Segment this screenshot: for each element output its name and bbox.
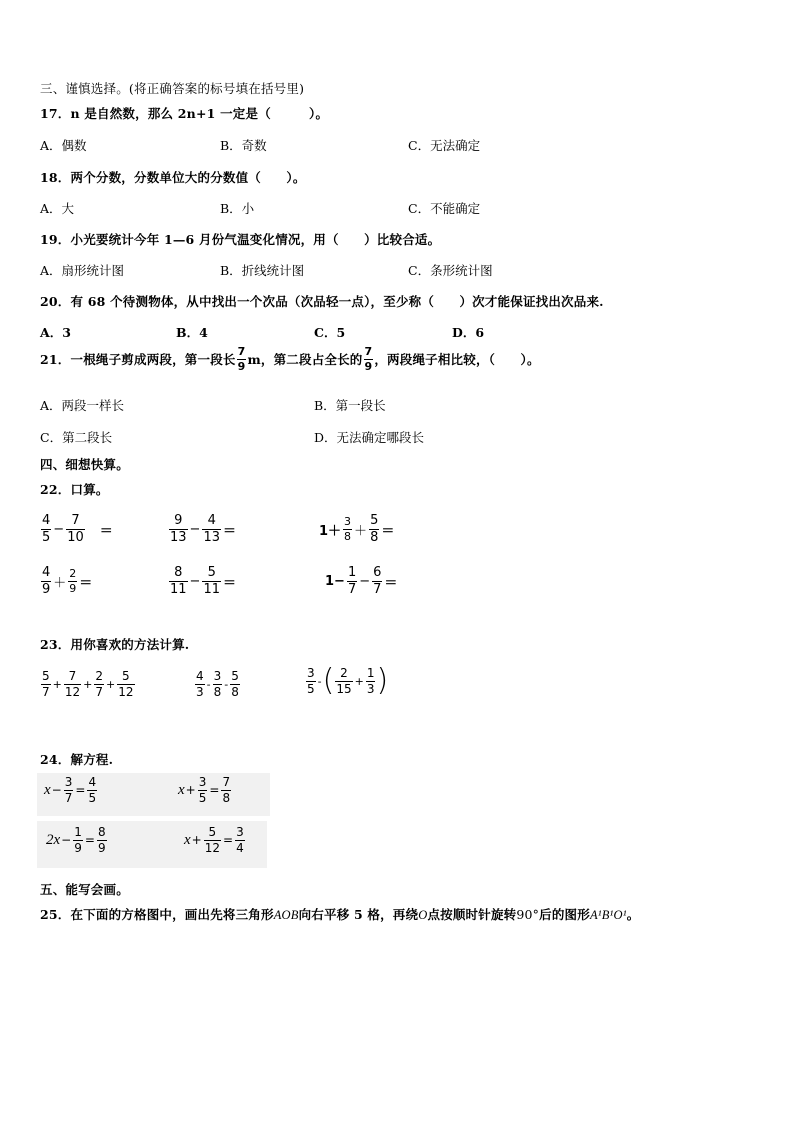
q25-text-2: 向右平移 5 格，再绕 — [298, 907, 419, 922]
section-3-heading: 三、谨慎选择。(将正确答案的标号填在括号里) — [40, 81, 305, 96]
q21-fraction-length — [237, 346, 247, 372]
q21-option-a: A．两段一样长 — [40, 398, 125, 413]
point-label: O — [418, 908, 428, 922]
mental-math-1: $\frac{4}{5}$ − $\frac{7}{10}$ ＝ — [42, 513, 113, 545]
q21-text-2: m，第二段占全长的 — [247, 352, 363, 368]
calc-expression-2: $\frac{4}{3}$ - $\frac{3}{8}$ - $\frac{5}{8}$ — [196, 669, 239, 699]
mental-math-2: $\frac{9}{13}$ − $\frac{4}{13}$ ＝ — [170, 513, 237, 545]
rotation-angle: 90° — [516, 907, 540, 922]
q21-text-3: ，两段绳子相比较，（ ）。 — [374, 352, 540, 368]
q21-text-1: 21．一根绳子剪成两段，第一段长 — [40, 352, 236, 368]
question-23-title: 23．用你喜欢的方法计算. — [40, 637, 190, 652]
q18-option-c: C．不能确定 — [408, 201, 481, 216]
question-19: 19．小光要统计今年 1—6 月份气温变化情况，用（ ）比较合适。 — [40, 232, 441, 247]
question-20: 20．有 68 个待测物体，从中找出一个次品（次品轻一点），至少称（ ）次才能保证找出次品来. — [40, 294, 604, 309]
q17-option-c: C．无法确定 — [408, 138, 481, 153]
question-24-title: 24．解方程. — [40, 752, 114, 767]
q21-option-b: B．第一段长 — [314, 398, 386, 413]
q18-option-a: A．大 — [40, 201, 75, 216]
q20-option-c: C．5 — [314, 325, 346, 340]
q25-text-5: 。 — [626, 907, 640, 922]
q19-option-b: B．折线统计图 — [220, 263, 305, 278]
q19-option-c: C．条形统计图 — [408, 263, 493, 278]
numerator: 7 — [237, 345, 246, 358]
section-4-heading: 四、细想快算。 — [40, 457, 129, 472]
equation-4: x + $\frac{5}{12}$ = $\frac{3}{4}$ — [184, 825, 244, 855]
numerator: 7 — [364, 345, 373, 358]
q20-option-a: A．3 — [40, 325, 71, 340]
question-25 — [40, 905, 639, 923]
question-21 — [40, 346, 540, 372]
calc-expression-3: $\frac{3}{5}$ - ( $\frac{2}{15}$ + $\frac{1}{3}$ ) — [307, 663, 389, 698]
q25-text-4: 后的图形 — [539, 907, 590, 922]
left-paren: ( — [322, 663, 335, 698]
right-paren: ) — [376, 663, 389, 698]
q21-option-c: C．第二段长 — [40, 430, 113, 445]
mental-math-5: $\frac{8}{11}$ − $\frac{5}{11}$ ＝ — [170, 565, 237, 597]
q25-text-1: 25．在下面的方格图中，画出先将三角形 — [40, 907, 274, 922]
q21-option-d: D．无法确定哪段长 — [314, 430, 425, 445]
q19-option-a: A．扇形统计图 — [40, 263, 125, 278]
q21-fraction-share — [364, 346, 374, 372]
q20-option-d: D．6 — [452, 325, 485, 340]
question-22-title: 22．口算。 — [40, 482, 109, 497]
equation-1: x − $\frac{3}{7}$ = $\frac{4}{5}$ — [44, 775, 97, 805]
denominator: 9 — [364, 359, 373, 373]
mental-math-6: 1− $\frac{1}{7}$ − $\frac{6}{7}$ ＝ — [325, 565, 398, 597]
question-18: 18．两个分数，分数单位大的分数值（ ）。 — [40, 170, 306, 185]
section-5-heading: 五、能写会画。 — [40, 882, 129, 897]
denominator: 9 — [237, 359, 246, 373]
equation-3: 2x − $\frac{1}{9}$ = $\frac{8}{9}$ — [46, 825, 106, 855]
question-17: 17．n 是自然数，那么 2n+1 一定是（ ）。 — [40, 106, 329, 121]
equation-2: x + $\frac{3}{5}$ = $\frac{7}{8}$ — [178, 775, 231, 805]
q20-option-b: B．4 — [176, 325, 208, 340]
calc-expression-1: $\frac{5}{7}$ + $\frac{7}{12}$ + $\frac{2}{7}$ + $\frac{5}{12}$ — [42, 669, 134, 699]
triangle-label: AOB — [273, 908, 299, 922]
mental-math-4: $\frac{4}{9}$ ＋ $\frac{2}{9}$ ＝ — [42, 565, 93, 597]
q17-option-b: B．奇数 — [220, 138, 267, 153]
q25-text-3: 点按顺时针旋转 — [427, 907, 517, 922]
mental-math-3: 1＋ $\frac{3}{8}$ ＋ $\frac{5}{8}$ ＝ — [319, 513, 395, 545]
result-figure-label: A¹B¹O¹ — [589, 908, 627, 922]
q17-option-a: A．偶数 — [40, 138, 87, 153]
q18-option-b: B．小 — [220, 201, 255, 216]
